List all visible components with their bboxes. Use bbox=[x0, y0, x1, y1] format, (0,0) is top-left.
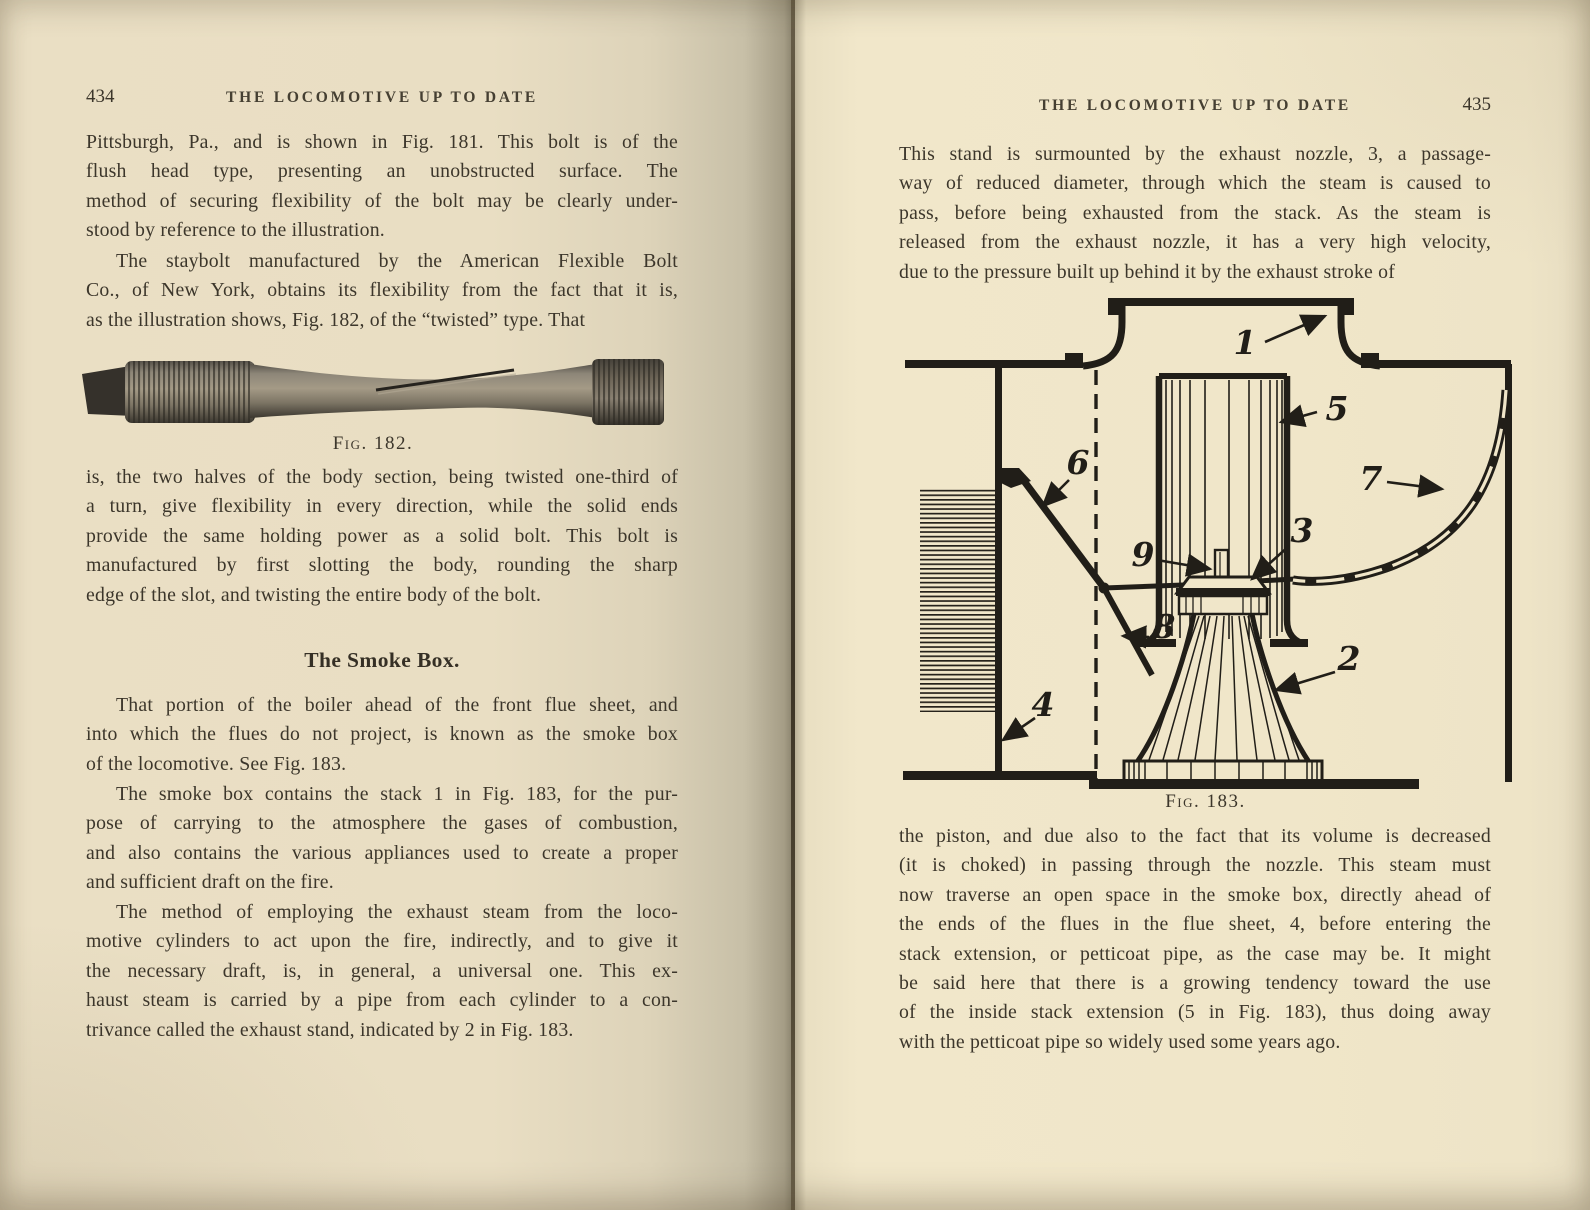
text-line: the ends of the flues in the flue sheet, 4, before entering the bbox=[899, 913, 1491, 936]
fig183-caption: Fig. 183. bbox=[1165, 791, 1246, 812]
text-line: (it is choked) in passing through the nozzle. This steam must bbox=[899, 854, 1491, 877]
staybolt-photo bbox=[82, 359, 664, 425]
fig183-label-2: 2 bbox=[1337, 639, 1361, 678]
fig183-label-6: 6 bbox=[1066, 443, 1090, 482]
stack-rim-tab-left bbox=[1108, 298, 1121, 315]
text-line: method of securing flexibility of the bolt may be clearly under- bbox=[86, 189, 678, 212]
adjusting-rod bbox=[1104, 588, 1152, 675]
text-line: pose of carrying to the atmosphere the gases of combustion, bbox=[86, 812, 678, 835]
text-line: provide the same holding power as a solid bolt. This bolt is bbox=[86, 524, 678, 547]
smokebox-floor-left bbox=[903, 771, 1097, 780]
smokebox-top-lip-left bbox=[1065, 353, 1083, 361]
bolt-twisted-body bbox=[250, 364, 596, 418]
paragraph-exhaust-nozzle bbox=[899, 140, 1491, 287]
stack-extension-foot-right bbox=[1270, 639, 1308, 647]
arrow-to-pin bbox=[1157, 560, 1210, 569]
text-line: haust steam is carried by a pipe from each cylinder to a con- bbox=[86, 989, 678, 1012]
fig183-label-9: 9 bbox=[1131, 535, 1155, 574]
paragraph-piston-volume bbox=[899, 822, 1491, 1057]
nozzle-cap-lower bbox=[1179, 596, 1267, 614]
text-line: as the illustration shows, Fig. 182, of the “twisted” type. That bbox=[86, 308, 586, 331]
text-line: into which the flues do not project, is known as the smoke box bbox=[86, 723, 678, 746]
text-line: due to the pressure built up behind it by the exhaust stroke of bbox=[899, 260, 1396, 283]
right-page bbox=[795, 0, 1590, 1210]
text-line: The smoke box contains the stack 1 in Fig. 183, for the pur- bbox=[116, 783, 678, 805]
text-line: edge of the slot, and twisting the entire body of the bolt. bbox=[86, 583, 542, 606]
text-line: This stand is surmounted by the exhaust nozzle, 3, a passage- bbox=[899, 143, 1491, 165]
text-line: and also contains the various appliances used to create a proper bbox=[86, 841, 678, 864]
text-line: of the locomotive. See Fig. 183. bbox=[86, 752, 347, 775]
arrow-to-rod bbox=[1123, 636, 1149, 637]
arrow-to-deflector bbox=[1043, 480, 1069, 506]
section-heading-smoke-box: The Smoke Box. bbox=[304, 648, 460, 672]
paragraph-twisted-halves bbox=[86, 463, 678, 610]
fig183-label-7: 7 bbox=[1359, 459, 1383, 498]
paragraph-exhaust-stand bbox=[86, 898, 678, 1045]
text-line: manufactured by first slotting the body, rounding the sharp bbox=[86, 554, 678, 577]
paragraph-american-flexible-bolt bbox=[86, 247, 678, 335]
arrow-to-stack bbox=[1265, 316, 1325, 342]
paragraph-staybolt-fig181 bbox=[86, 128, 678, 246]
smokebox-top-wall-right bbox=[1361, 360, 1511, 368]
smokebox-floor bbox=[1089, 779, 1419, 789]
text-line: of the inside stack extension (5 in Fig. 183), thus doing away bbox=[899, 1001, 1491, 1024]
fig183-diagram bbox=[893, 292, 1518, 792]
right-running-title: THE LOCOMOTIVE UP TO DATE bbox=[1038, 97, 1352, 114]
bolt-left-thread-ridges bbox=[125, 361, 255, 423]
flue-ends-hatching bbox=[920, 488, 995, 712]
paragraph-stack-purpose bbox=[86, 780, 678, 898]
stack-rim-tab-right bbox=[1341, 298, 1354, 315]
fig183-label-3: 3 bbox=[1290, 511, 1314, 550]
left-page-number: 434 bbox=[86, 86, 115, 107]
fig183-label-4: 4 bbox=[1031, 685, 1055, 724]
text-line: is, the two halves of the body section, being twisted one-third of bbox=[86, 466, 678, 488]
exhaust-stand-base bbox=[1124, 761, 1322, 781]
left-page bbox=[0, 0, 792, 1210]
deflector-plate bbox=[1024, 481, 1104, 588]
text-line: trivance called the exhaust stand, indicated by 2 in Fig. 183. bbox=[86, 1018, 574, 1041]
text-line: Pittsburgh, Pa., and is shown in Fig. 181. This bolt is of the bbox=[86, 131, 678, 153]
text-line: stood by reference to the illustration. bbox=[86, 219, 385, 242]
text-line: motive cylinders to act upon the fire, indirectly, and to give it bbox=[86, 930, 678, 953]
text-line: be said here that there is a growing tendency toward the use bbox=[899, 972, 1491, 995]
stack-rim bbox=[1108, 298, 1354, 306]
text-line: pass, before being exhausted from the stack. As the steam is bbox=[899, 201, 1491, 224]
page-gutter-seam bbox=[791, 0, 795, 1210]
right-page-number: 435 bbox=[1462, 94, 1491, 115]
bolt-right-thread-ridges bbox=[592, 359, 664, 425]
fig183-label-5: 5 bbox=[1325, 389, 1349, 428]
text-line: Co., of New York, obtains its flexibility from the fact that it is, bbox=[86, 279, 678, 302]
fig182-illustration bbox=[78, 354, 668, 432]
text-line: now traverse an open space in the smoke box, directly ahead of bbox=[899, 883, 1491, 906]
text-line: a turn, give flexibility in every direction, while the solid ends bbox=[86, 495, 678, 518]
left-running-title: THE LOCOMOTIVE UP TO DATE bbox=[225, 89, 539, 106]
text-line: stack extension, or petticoat pipe, as the case may be. It might bbox=[899, 942, 1491, 965]
text-line: flush head type, presenting an unobstructed surface. The bbox=[86, 160, 678, 183]
nozzle-pin bbox=[1215, 550, 1228, 578]
text-line: The method of employing the exhaust steam from the loco- bbox=[116, 901, 678, 923]
text-line: the piston, and due also to the fact that its volume is decreased bbox=[899, 825, 1491, 847]
text-line: The staybolt manufactured by the American Flexible Bolt bbox=[116, 250, 678, 272]
arrow-to-stand bbox=[1276, 672, 1335, 690]
paragraph-smoke-box-definition bbox=[86, 691, 678, 779]
label-arrows bbox=[1003, 316, 1442, 740]
front-flue-sheet-wall bbox=[995, 364, 1002, 774]
arrow-to-pipe bbox=[1387, 482, 1442, 489]
text-line: and sufficient draft on the fire. bbox=[86, 871, 334, 894]
text-line: way of reduced diameter, through which the steam is caused to bbox=[899, 172, 1491, 195]
stack-extension-left-side bbox=[1142, 376, 1159, 644]
text-line: released from the exhaust nozzle, it has a very high velocity, bbox=[899, 231, 1491, 254]
text-line: That portion of the boiler ahead of the front flue sheet, and bbox=[116, 694, 678, 716]
fig182-caption: Fig. 182. bbox=[332, 433, 414, 454]
text-line: with the petticoat pipe so widely used some years ago. bbox=[899, 1030, 1341, 1053]
fig183-label-1: 1 bbox=[1233, 323, 1257, 362]
smokebox-top-wall-left bbox=[905, 360, 1083, 368]
fig183-label-8: 8 bbox=[1152, 607, 1176, 646]
arrow-to-flue-sheet bbox=[1003, 718, 1035, 740]
text-line: the necessary draft, is, in general, a universal one. This ex- bbox=[86, 959, 678, 982]
